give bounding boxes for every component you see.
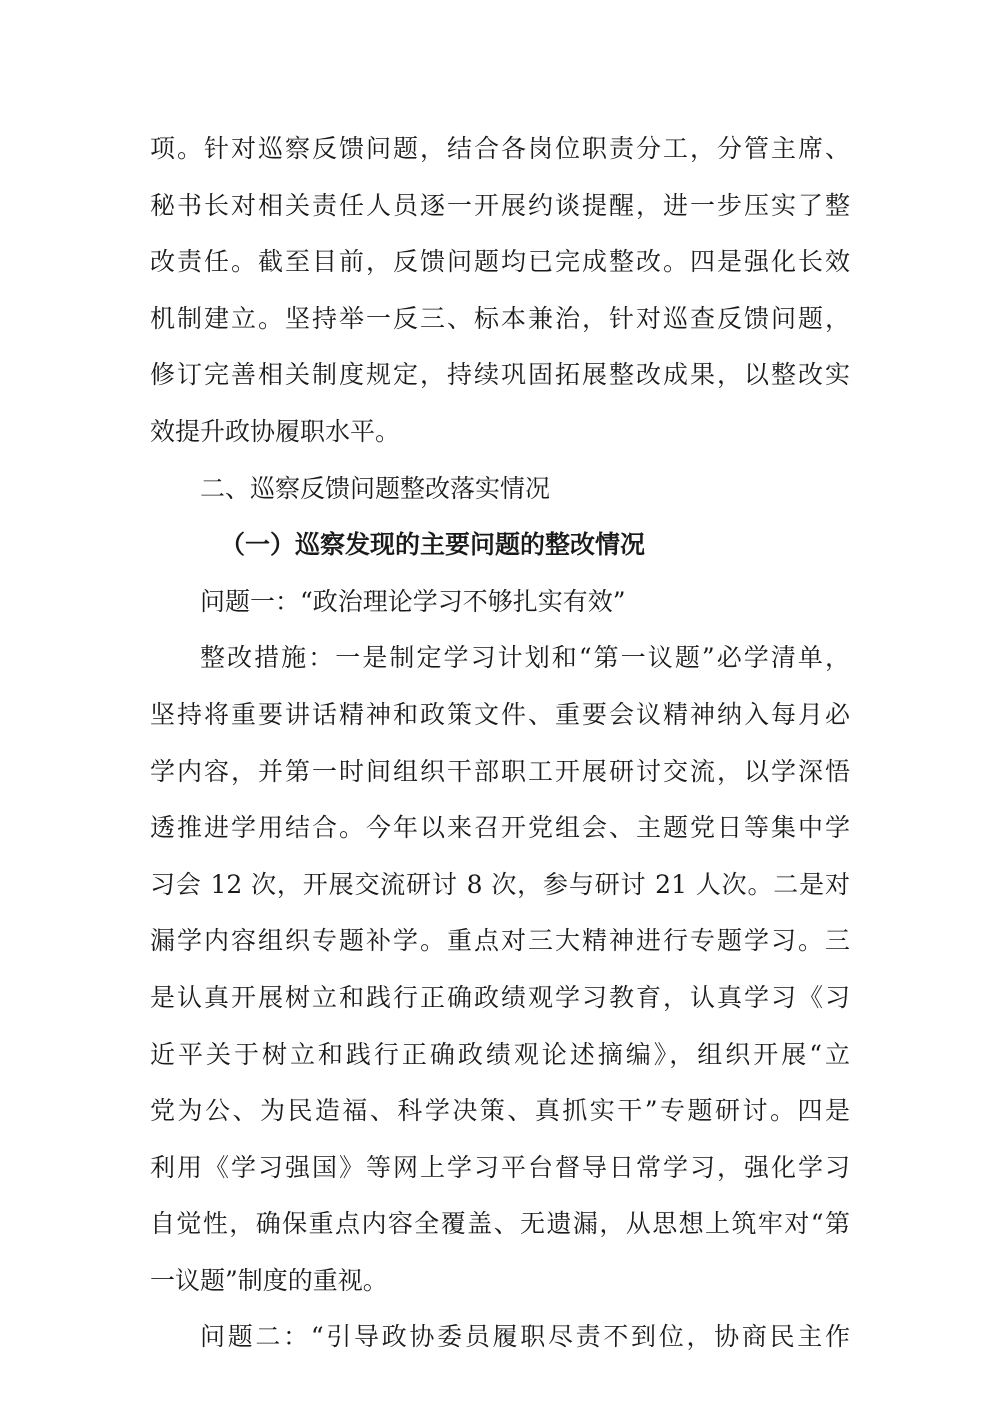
text-line: 透推进学用结合。今年以来召开党组会、主题党日等集中学: [150, 813, 850, 843]
text-line: 坚持将重要讲话精神和政策文件、重要会议精神纳入每月必: [150, 699, 850, 729]
issue-title: 问题二：“引导政协委员履职尽责不到位，协商民主作: [200, 1322, 850, 1352]
text-line: 党为公、为民造福、科学决策、真抓实干”专题研讨。四是: [150, 1096, 850, 1126]
issue-title: 问题一：“政治理论学习不够扎实有效”: [200, 586, 626, 616]
subsection-heading: （一）巡察发现的主要问题的整改情况: [220, 530, 646, 560]
document-body: [150, 121, 850, 1366]
text-line: 修订完善相关制度规定，持续巩固拓展整改成果，以整改实: [150, 360, 850, 390]
text-line: 项。针对巡察反馈问题，结合各岗位职责分工，分管主席、: [150, 134, 850, 163]
text-line: 利用《学习强国》等网上学习平台督导日常学习，强化学习: [150, 1152, 850, 1182]
text-line: 漏学内容组织专题补学。重点对三大精神进行专题学习。三: [150, 926, 850, 956]
text-line: 改责任。截至目前，反馈问题均已完成整改。四是强化长效: [150, 247, 850, 277]
text-line: 是认真开展树立和践行正确政绩观学习教育，认真学习《习: [150, 982, 850, 1012]
text-line: 一议题”制度的重视。: [150, 1265, 388, 1295]
text-line: 习会 12 次，开展交流研讨 8 次，参与研讨 21 人次。二是对: [150, 869, 850, 899]
text-line: 近平关于树立和践行正确政绩观论述摘编》，组织开展“立: [150, 1039, 850, 1069]
text-line: 效提升政协履职水平。: [150, 416, 401, 446]
section-heading: 二、巡察反馈问题整改落实情况: [200, 473, 551, 503]
text-line: 秘书长对相关责任人员逐一开展约谈提醒，进一步压实了整: [150, 190, 850, 220]
text-line: 机制建立。坚持举一反三、标本兼治，针对巡查反馈问题，: [150, 303, 850, 333]
text-line: 整改措施：一是制定学习计划和“第一议题”必学清单，: [200, 643, 850, 673]
text-line: 自觉性，确保重点内容全覆盖、无遗漏，从思想上筑牢对“第: [150, 1209, 850, 1239]
text-line: 学内容，并第一时间组织干部职工开展研讨交流，以学深悟: [150, 756, 850, 786]
